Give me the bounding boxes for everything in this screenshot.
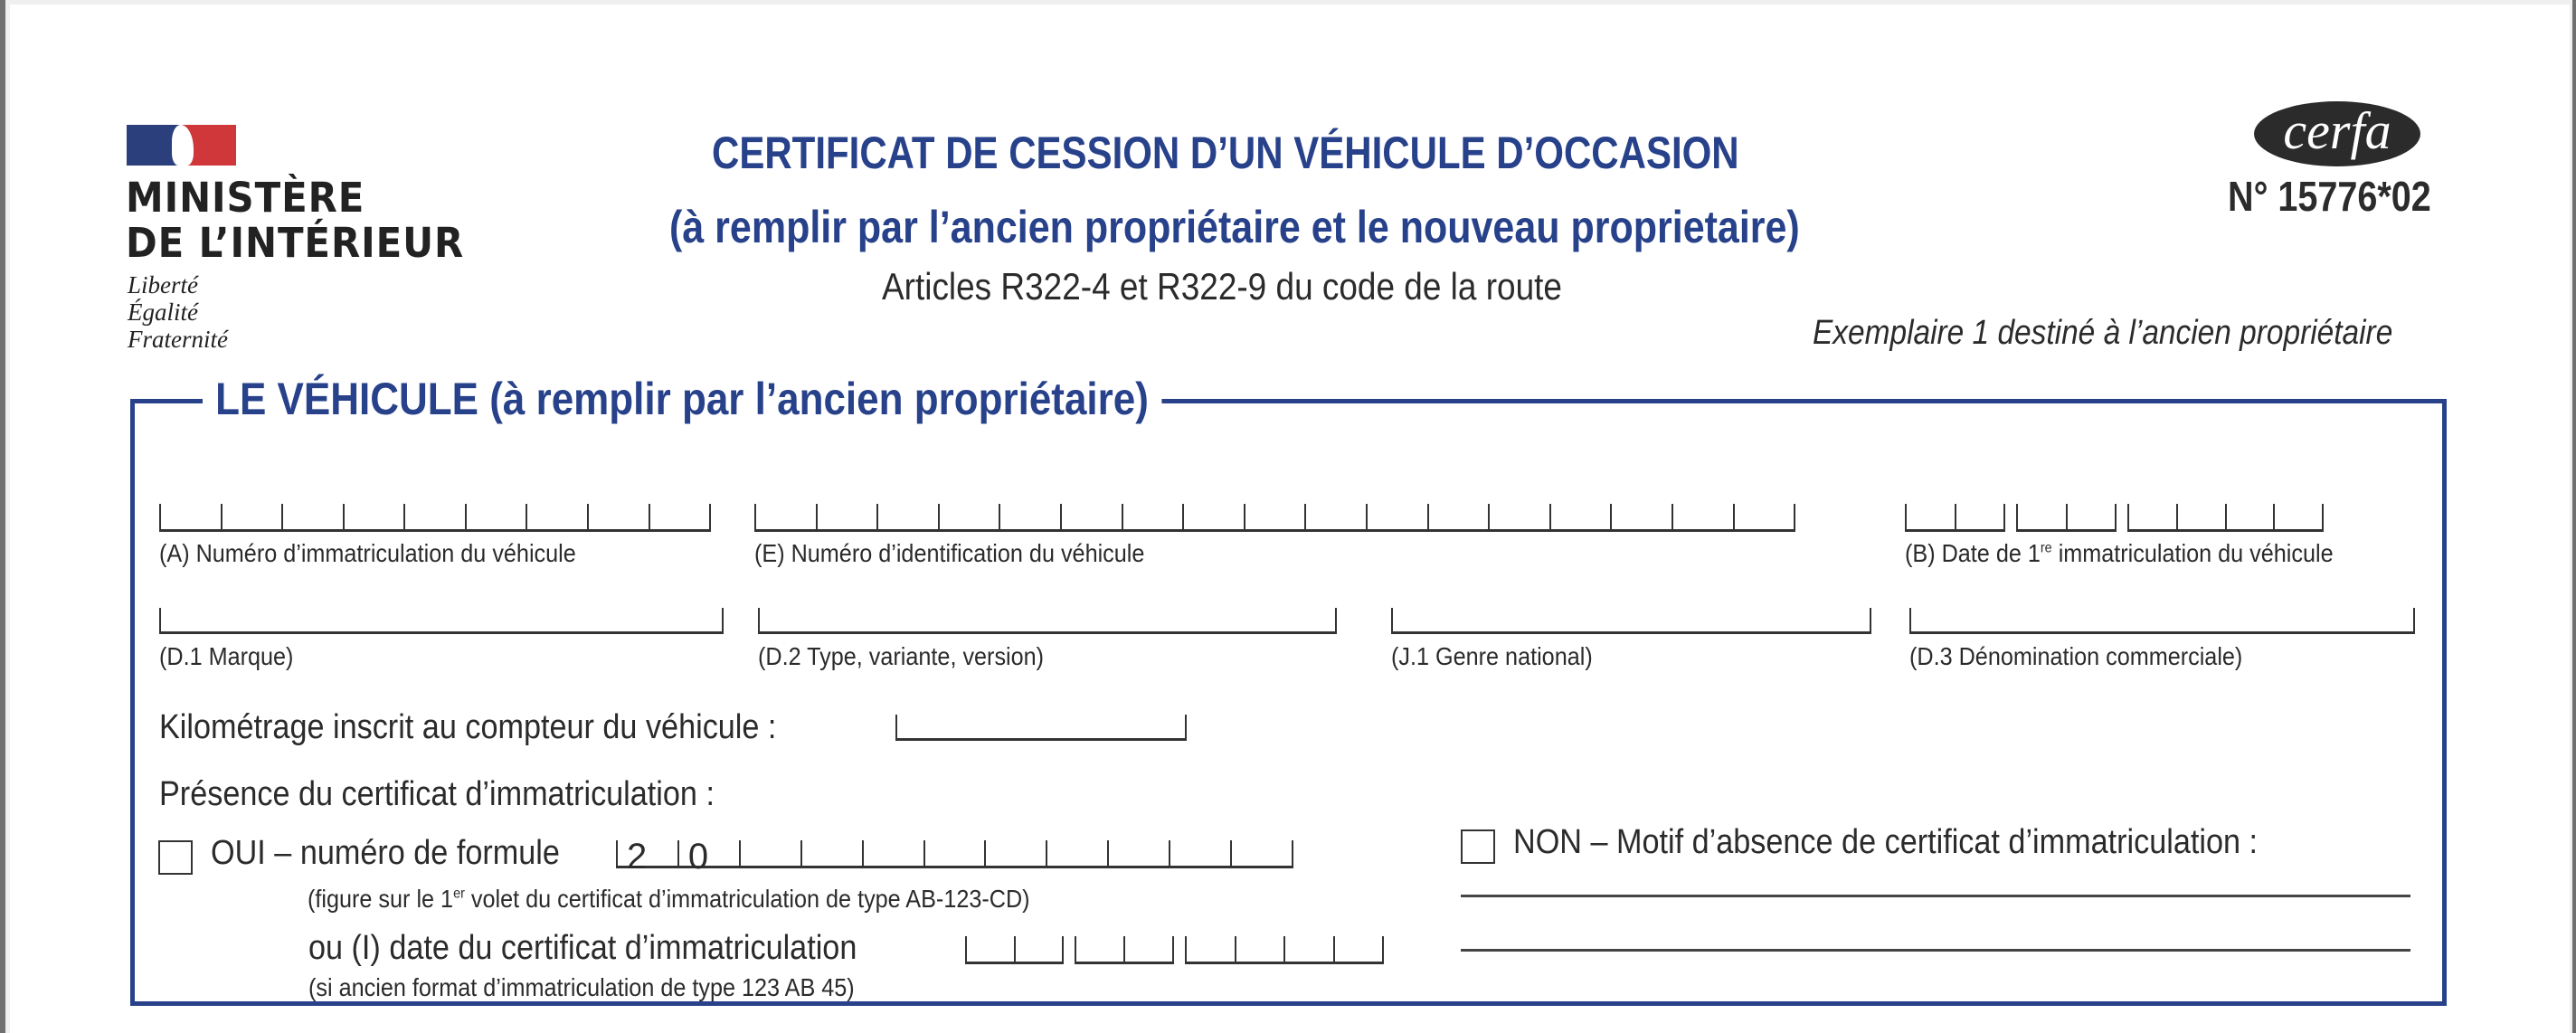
republic-motto: [128, 271, 228, 353]
comb-cell[interactable]: [816, 504, 877, 529]
comb-cell[interactable]: [999, 504, 1060, 529]
viewer-edge-left: [0, 0, 5, 1033]
comb-cell[interactable]: [1672, 504, 1733, 529]
ministry-line-2: DE L’INTÉRIEUR: [126, 219, 465, 267]
prefilled-digit: 0: [687, 837, 709, 877]
comb-cell[interactable]: [1488, 504, 1549, 529]
comb-cell[interactable]: [876, 504, 938, 529]
comb-cell[interactable]: [343, 504, 404, 529]
national-genre-label: (J.1 Genre national): [1391, 642, 1593, 670]
comb-cell[interactable]: [2066, 504, 2117, 529]
non-label: NON – Motif d’absence de certificat d’immatriculation :: [1513, 823, 2259, 861]
brand-label: (D.1 Marque): [159, 642, 294, 670]
marianne-flag-logo: [127, 125, 236, 166]
comb-cell[interactable]: [281, 504, 343, 529]
national-genre-input[interactable]: [1391, 608, 1871, 634]
comb-cell[interactable]: [1060, 504, 1122, 529]
oui-label: OUI – numéro de formule: [211, 834, 560, 872]
certificate-date-year-input[interactable]: [1185, 936, 1384, 964]
comb-cell[interactable]: [1123, 936, 1174, 962]
comb-cell[interactable]: [2016, 504, 2066, 529]
first-registration-date-label: (B) Date de 1re immatriculation du véhicule: [1905, 539, 2334, 567]
ministry-line-1: MINISTÈRE: [126, 174, 365, 222]
vin-input[interactable]: [754, 504, 1795, 532]
motto-egalite: Égalité: [128, 299, 198, 326]
comb-cell[interactable]: [800, 840, 862, 866]
comb-cell[interactable]: [938, 504, 999, 529]
prefilled-digit: 2: [627, 837, 648, 877]
comb-cell[interactable]: [2127, 504, 2176, 529]
comb-cell[interactable]: [1549, 504, 1611, 529]
registration-number-label: (A) Numéro d’immatriculation du véhicule: [159, 539, 576, 567]
comb-cell[interactable]: [1107, 840, 1169, 866]
comb-cell[interactable]: [403, 504, 465, 529]
first-registration-month-input[interactable]: [2016, 504, 2117, 532]
comb-cell[interactable]: [1230, 840, 1293, 866]
commercial-name-label: (D.3 Dénomination commerciale): [1909, 642, 2243, 670]
motto-fraternite: Fraternité: [128, 326, 228, 353]
comb-cell[interactable]: [1304, 504, 1366, 529]
registration-certificate-presence-label: Présence du certificat d’immatriculation :: [159, 775, 715, 813]
first-registration-day-input[interactable]: [1905, 504, 2005, 532]
comb-cell[interactable]: [1185, 936, 1235, 962]
ministry-name: [126, 175, 464, 266]
comb-cell[interactable]: [2225, 504, 2274, 529]
cerfa-logo-text: cerfa: [2283, 101, 2391, 160]
comb-cell[interactable]: [1333, 936, 1385, 962]
certificate-date-month-input[interactable]: [1075, 936, 1174, 964]
certificate-date-day-input[interactable]: [965, 936, 1064, 964]
absence-reason-line-1[interactable]: [1461, 895, 2410, 897]
comb-cell[interactable]: [965, 936, 1014, 962]
comb-cell[interactable]: [2273, 504, 2324, 529]
first-registration-year-input[interactable]: [2127, 504, 2324, 532]
comb-cell[interactable]: [221, 504, 282, 529]
comb-cell[interactable]: [616, 837, 677, 877]
comb-cell[interactable]: [1122, 504, 1183, 529]
commercial-name-input[interactable]: [1909, 608, 2415, 634]
mileage-input[interactable]: [895, 715, 1187, 741]
comb-cell[interactable]: [1014, 936, 1065, 962]
type-variant-version-input[interactable]: [758, 608, 1337, 634]
absence-reason-line-2[interactable]: [1461, 949, 2410, 952]
comb-cell[interactable]: [923, 840, 985, 866]
comb-cell[interactable]: [159, 504, 221, 529]
comb-cell[interactable]: [1427, 504, 1489, 529]
comb-cell[interactable]: [1235, 936, 1284, 962]
comb-cell[interactable]: [754, 504, 816, 529]
document-title: CERTIFICAT DE CESSION D’UN VÉHICULE D’OCCASION: [712, 128, 1739, 178]
non-checkbox[interactable]: [1461, 829, 1495, 864]
comb-cell[interactable]: [677, 837, 739, 877]
comb-cell[interactable]: [1283, 936, 1333, 962]
certificate-date-label: ou (I) date du certificat d’immatriculation: [308, 929, 857, 967]
comb-cell[interactable]: [649, 504, 712, 529]
comb-cell[interactable]: [1182, 504, 1244, 529]
brand-input[interactable]: [159, 608, 724, 634]
comb-cell[interactable]: [1733, 504, 1796, 529]
document-subtitle: (à remplir par l’ancien propriétaire et le nouveau proprietaire): [669, 202, 1800, 252]
comb-cell[interactable]: [2176, 504, 2225, 529]
comb-cell[interactable]: [526, 504, 587, 529]
cerfa-number: N° 15776*02: [2228, 173, 2431, 220]
section-title: LE VÉHICULE (à remplir par l’ancien propriétaire): [203, 373, 1161, 425]
comb-cell[interactable]: [1075, 936, 1123, 962]
comb-cell[interactable]: [1244, 504, 1305, 529]
comb-cell[interactable]: [739, 840, 800, 866]
motto-liberte: Liberté: [128, 271, 198, 299]
formula-number-input[interactable]: [616, 837, 1293, 877]
comb-cell[interactable]: [1169, 840, 1230, 866]
formula-number-hint: (figure sur le 1er volet du certificat d’immatriculation de type AB-123-CD): [308, 885, 1030, 913]
viewer-edge-right: [2572, 0, 2576, 1033]
comb-cell[interactable]: [1905, 504, 1955, 529]
cerfa-logo: [2254, 101, 2420, 166]
comb-cell[interactable]: [862, 840, 923, 866]
mileage-label: Kilométrage inscrit au compteur du véhicule :: [159, 708, 777, 746]
type-variant-version-label: (D.2 Type, variante, version): [758, 642, 1045, 670]
comb-cell[interactable]: [465, 504, 526, 529]
legal-articles: Articles R322-4 et R322-9 du code de la route: [882, 265, 1562, 308]
vin-label: (E) Numéro d’identification du véhicule: [754, 539, 1145, 567]
oui-checkbox[interactable]: [158, 840, 193, 875]
vehicle-section-frame: [130, 399, 2447, 1006]
comb-cell[interactable]: [1610, 504, 1672, 529]
certificate-date-hint: (si ancien format d’immatriculation de type 123 AB 45): [308, 973, 855, 1001]
registration-number-input[interactable]: [159, 504, 711, 532]
copy-designation: Exemplaire 1 destiné à l’ancien propriétaire: [1813, 314, 2393, 352]
comb-cell[interactable]: [1955, 504, 2006, 529]
comb-cell[interactable]: [1366, 504, 1427, 529]
comb-cell[interactable]: [1046, 840, 1107, 866]
comb-cell[interactable]: [984, 840, 1046, 866]
comb-cell[interactable]: [587, 504, 649, 529]
